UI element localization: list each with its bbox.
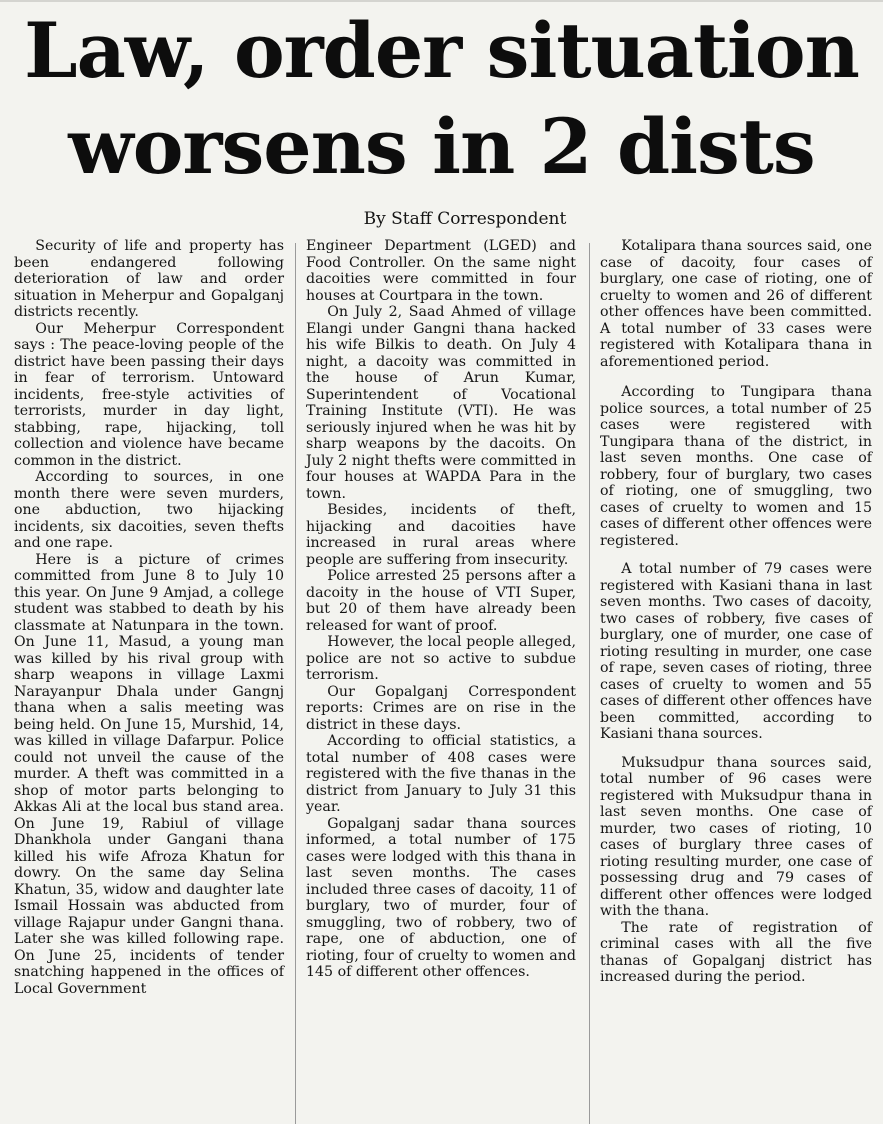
paragraph: According to official statistics, a total number of 408 cases were registered with the five thanas in the district from January to July 31 this year.: [306, 733, 576, 815]
column-divider-1: [295, 243, 296, 1124]
paragraph: Besides, incidents of theft, hijacking and dacoities have increased in rural areas where people are suffering from insecurity.: [306, 502, 576, 568]
paragraph: Security of life and property has been endangered following deterioration of law and order situation in Meherpur and Gopalganj districts recently.: [14, 238, 284, 320]
paragraph: Our Meherpur Correspondent says : The peace-loving people of the district have been passing their days in fear of terrorism. Untoward incidents, free-style activities of terrorists, murder in day light, stabbing, rape, hijacking, toll collection and violence have became common in the district.: [14, 320, 284, 469]
paragraph: Gopalganj sadar thana sources informed, a total number of 175 cases were lodged with this thana in last seven months. The cases included three cases of dacoity, 11 of burglary, two of murder, four of smuggling, two of robbery, two of rape, one of abduction, one of rioting, four of cruelty to women and 145 of different other offences.: [306, 815, 576, 980]
byline: By Staff Correspondent: [363, 209, 567, 229]
headline-line-2: worsens in 2 dists: [68, 102, 815, 191]
paragraph: Our Gopalganj Correspondent reports: Crimes are on rise in the district in these days.: [306, 683, 576, 733]
paragraph: Engineer Department (LGED) and Food Controller. On the same night dacoities were committed in four houses at Courtpara in the town.: [306, 238, 576, 304]
paragraph: A total number of 79 cases were registered with Kasiani thana in last seven months. Two cases of dacoity, two cases of robbery, five cases of burglary, one of murder, one case of rioting resulting in murder, one case of rape, seven cases of rioting, three cases of cruelty to women and 55 cases of different other offences have been committed, according to Kasiani thana sources.: [600, 561, 872, 742]
column-divider-2: [589, 243, 590, 1124]
paragraph: On July 2, Saad Ahmed of village Elangi under Gangni thana hacked his wife Bilkis to death. On July 4 night, a dacoity was committed in the house of Arun Kumar, Superintendent of Vocational Training Institute (VTI). He was seriously injured when he was hit by sharp weapons by the dacoits. On July 2 night thefts were committed in four houses at WAPDA Para in the town.: [306, 304, 576, 502]
paragraph: Here is a picture of crimes committed from June 8 to July 10 this year. On June 9 Amjad, a college student was stabbed to death by his classmate at Natunpara in the town. On June 11, Masud, a young man was killed by his rival group with sharp weapons in village Laxmi Narayanpur Dhala under Gangnj thana when a salis meeting was being held. On June 15, Murshid, 14, was killed in village Dafarpur. Police could not unveil the cause of the murder. A theft was committed in a shop of motor parts belonging to Akkas Ali at the local bus stand area. On June 19, Rabiul of village Dhankhola under Gangani thana killed his wife Afroza Khatun for dowry. On the same day Selina Khatun, 35, widow and daughter late Ismail Hossain was abducted from village Rajapur under Gangni thana. Later she was killed following rape. On June 25, incidents of tender snatching happened in the offices of Local Government: [14, 551, 284, 997]
paragraph: According to Tungipara thana police sources, a total number of 25 cases were registered with Tungipara thana of the district, in last seven months. One case of robbery, four of burglary, two cases of rioting, one of smuggling, two cases of cruelty to women and 15 cases of different other offences were registered.: [600, 384, 872, 549]
paragraph: The rate of registration of criminal cases with all the five thanas of Gopalganj district has increased during the period.: [600, 919, 872, 985]
paragraph: Kotalipara thana sources said, one case of dacoity, four cases of burglary, one case of rioting, one of cruelty to women and 26 of different other offences have been committed. A total number of 33 cases were registered with Kotalipara thana in aforementioned period.: [600, 238, 872, 370]
article-column-2: [306, 238, 576, 1124]
headline-line-1: Law, order situation: [24, 6, 859, 95]
clipping-top-edge: [0, 0, 883, 2]
paragraph: Muksudpur thana sources said, total number of 96 cases were registered with Muksudpur thana in last seven months. One case of murder, two cases of rioting, 10 cases of burglary three cases of rioting resulting murder, one case of possessing drug and 79 cases of different other offences were lodged with the thana.: [600, 754, 872, 919]
paragraph: According to sources, in one month there were seven murders, one abduction, two hijacking incidents, six dacoities, seven thefts and one rape.: [14, 469, 284, 551]
article-column-1: [14, 238, 284, 1124]
article-column-3: [600, 238, 872, 1124]
paragraph: Police arrested 25 persons after a dacoity in the house of VTI Super, but 20 of them have already been released for want of proof.: [306, 568, 576, 634]
paragraph: However, the local people alleged, police are not so active to subdue terrorism.: [306, 634, 576, 683]
